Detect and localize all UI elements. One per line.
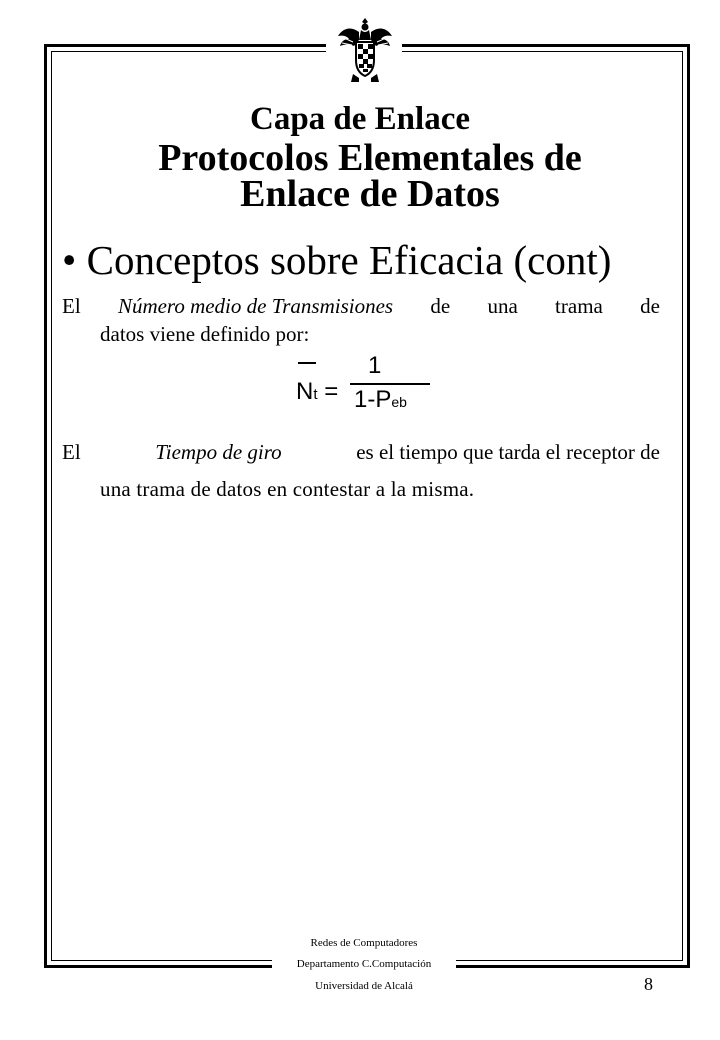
formula-denominator [354,386,407,416]
slide-title: Capa de Enlace [249,101,470,137]
bullet-text: Conceptos sobre Eficacia (cont) [86,237,612,283]
formula-equals: = [324,378,339,405]
paragraph-transmissions [62,292,660,348]
formula-transmissions [294,352,434,414]
paragraph-word: de [430,294,451,318]
paragraph-turnaround [62,438,660,506]
formula-overline [298,362,316,364]
paragraph-line: una trama de datos en contestar a la misma. [100,477,475,501]
paragraph-word: trama [555,294,603,318]
page-number: 8 [644,974,653,994]
footer-department: Departamento C.Computación [296,958,432,970]
paragraph-word: El [62,294,81,318]
formula-variable: N [296,378,314,405]
paragraph-text: es el tiempo que tarda el receptor de [356,440,660,464]
paragraph-italic-term: Número medio de Transmisiones [117,294,394,318]
formula-denominator-subscript: eb [391,394,407,410]
formula-numerator: 1 [368,352,382,379]
formula-subscript: t [313,386,318,403]
slide-subtitle-line2: Enlace de Datos [240,173,500,215]
formula-fraction-line [350,383,430,385]
paragraph-line [62,438,660,466]
university-crest-icon [335,16,395,84]
slide-subtitle [0,137,720,215]
paragraph-line: datos viene definido por: [100,322,310,346]
paragraph-italic-term: Tiempo de giro [155,440,282,464]
footer-university: Universidad de Alcalá [315,980,413,992]
bullet-icon: • [62,237,77,283]
bullet-heading [62,236,611,284]
paragraph-word: El [62,440,81,464]
formula-lhs [296,378,338,409]
slide-subtitle-line1: Protocolos Elementales de [158,137,582,179]
formula-denominator-main: 1-P [354,386,392,413]
paragraph-word: una [487,294,518,318]
paragraph-word: de [640,294,660,318]
paragraph-line [62,292,660,320]
footer-course: Redes de Computadores [310,937,418,949]
